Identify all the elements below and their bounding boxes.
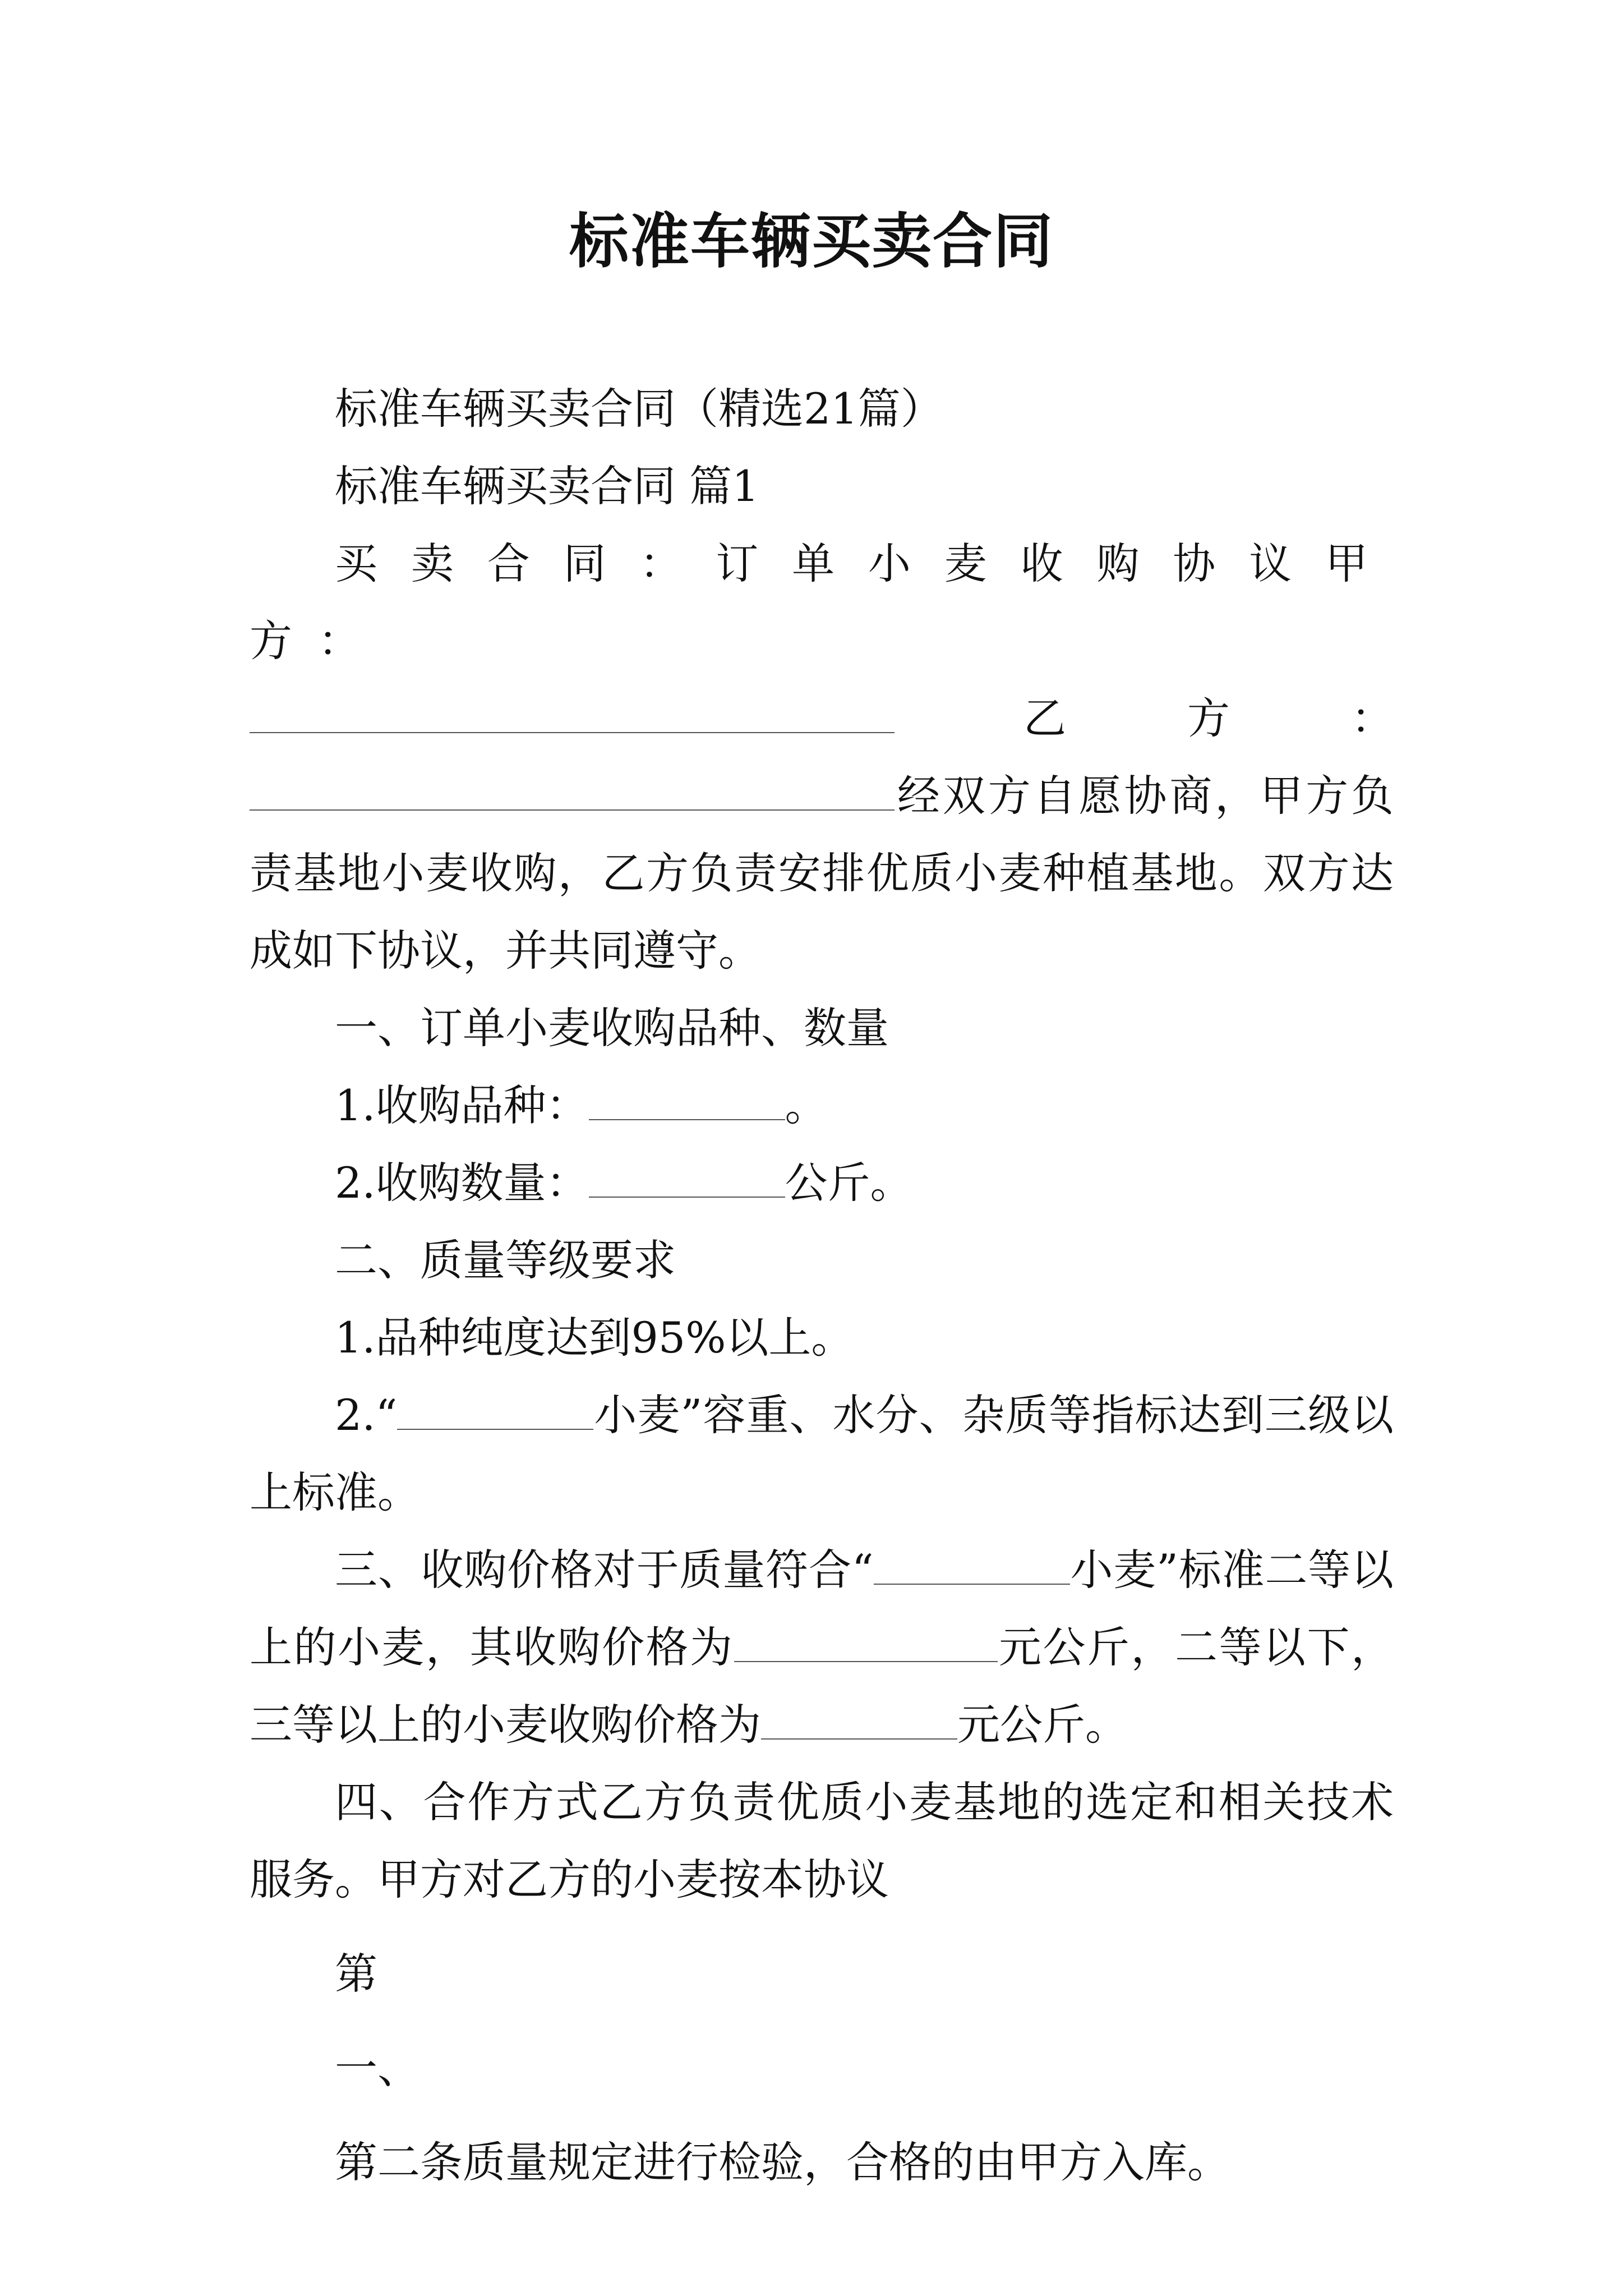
party-b-char: ： [1351,693,1394,743]
item-1-1-prefix: 1.收购品种： [335,1080,589,1130]
subtitle: 标准车辆买卖合同（精选21篇） [335,384,943,434]
agreement-paragraph [250,757,1394,990]
party-b-char: 方 [1187,693,1230,743]
item-2-2-suffix: 小麦”容重、水分、杂质等指标达到三级以上标准。 [250,1390,1394,1517]
item-1-2-prefix: 2.收购数量： [335,1158,589,1208]
standard-blank [874,1545,1070,1585]
quantity-blank [589,1158,785,1198]
line-yi: 一、 [335,2043,420,2093]
line-di: 第 [335,1949,377,1999]
party-b-char: 乙 [1023,693,1066,743]
variety-blank [589,1081,785,1120]
heading-1: 一、订单小麦收购品种、数量 [335,1003,889,1053]
heading-3 [250,1531,1394,1764]
party-b-label [895,680,1394,757]
item-1-1 [250,1067,1394,1144]
price-blank-1 [734,1623,998,1662]
item-2-2-prefix: 2.“ [335,1390,398,1440]
party-a-blank [250,694,895,733]
line-last: 第二条质量规定进行检验，合格的由甲方入库。 [335,2137,1230,2187]
heading-3-suffix: 元公斤。 [957,1700,1128,1750]
item-1-1-suffix: 。 [785,1080,828,1130]
agreement-text: 经双方自愿协商，甲方负责基地小麦收购，乙方负责安排优质小麦种植基地。双方达成如下协议，并共同遵守。 [250,771,1394,976]
item-2-1: 1.品种纯度达到95%以上。 [335,1313,854,1363]
heading-3-mid2: 元公斤，二等以下，三等以上的小麦收购价格为 [250,1622,1394,1750]
heading-4: 四、合作方式乙方负责优质小麦基地的选定和相关技术服务。甲方对乙方的小麦按本协议 [250,1777,1394,1904]
intro-line: 买卖合同：订单小麦收购协议甲方： [250,539,1394,666]
heading-2: 二、质量等级要求 [335,1235,676,1285]
item-2-2 [250,1377,1394,1531]
document-body [250,370,1394,2201]
heading-3-mid1: 小麦”标准二等以上的小麦，其收购价格为 [250,1545,1394,1672]
heading-3-prefix: 三、收购价格对于质量符合“ [335,1545,874,1595]
item-1-2 [250,1144,1394,1222]
document-title: 标准车辆买卖合同 [569,206,1054,276]
section-heading: 标准车辆买卖合同 篇1 [335,461,759,511]
party-b-blank [250,771,895,811]
wheat-name-blank [397,1391,593,1430]
item-1-2-suffix: 公斤。 [785,1158,913,1208]
price-blank-2 [761,1700,957,1740]
party-b-line [250,680,1394,757]
